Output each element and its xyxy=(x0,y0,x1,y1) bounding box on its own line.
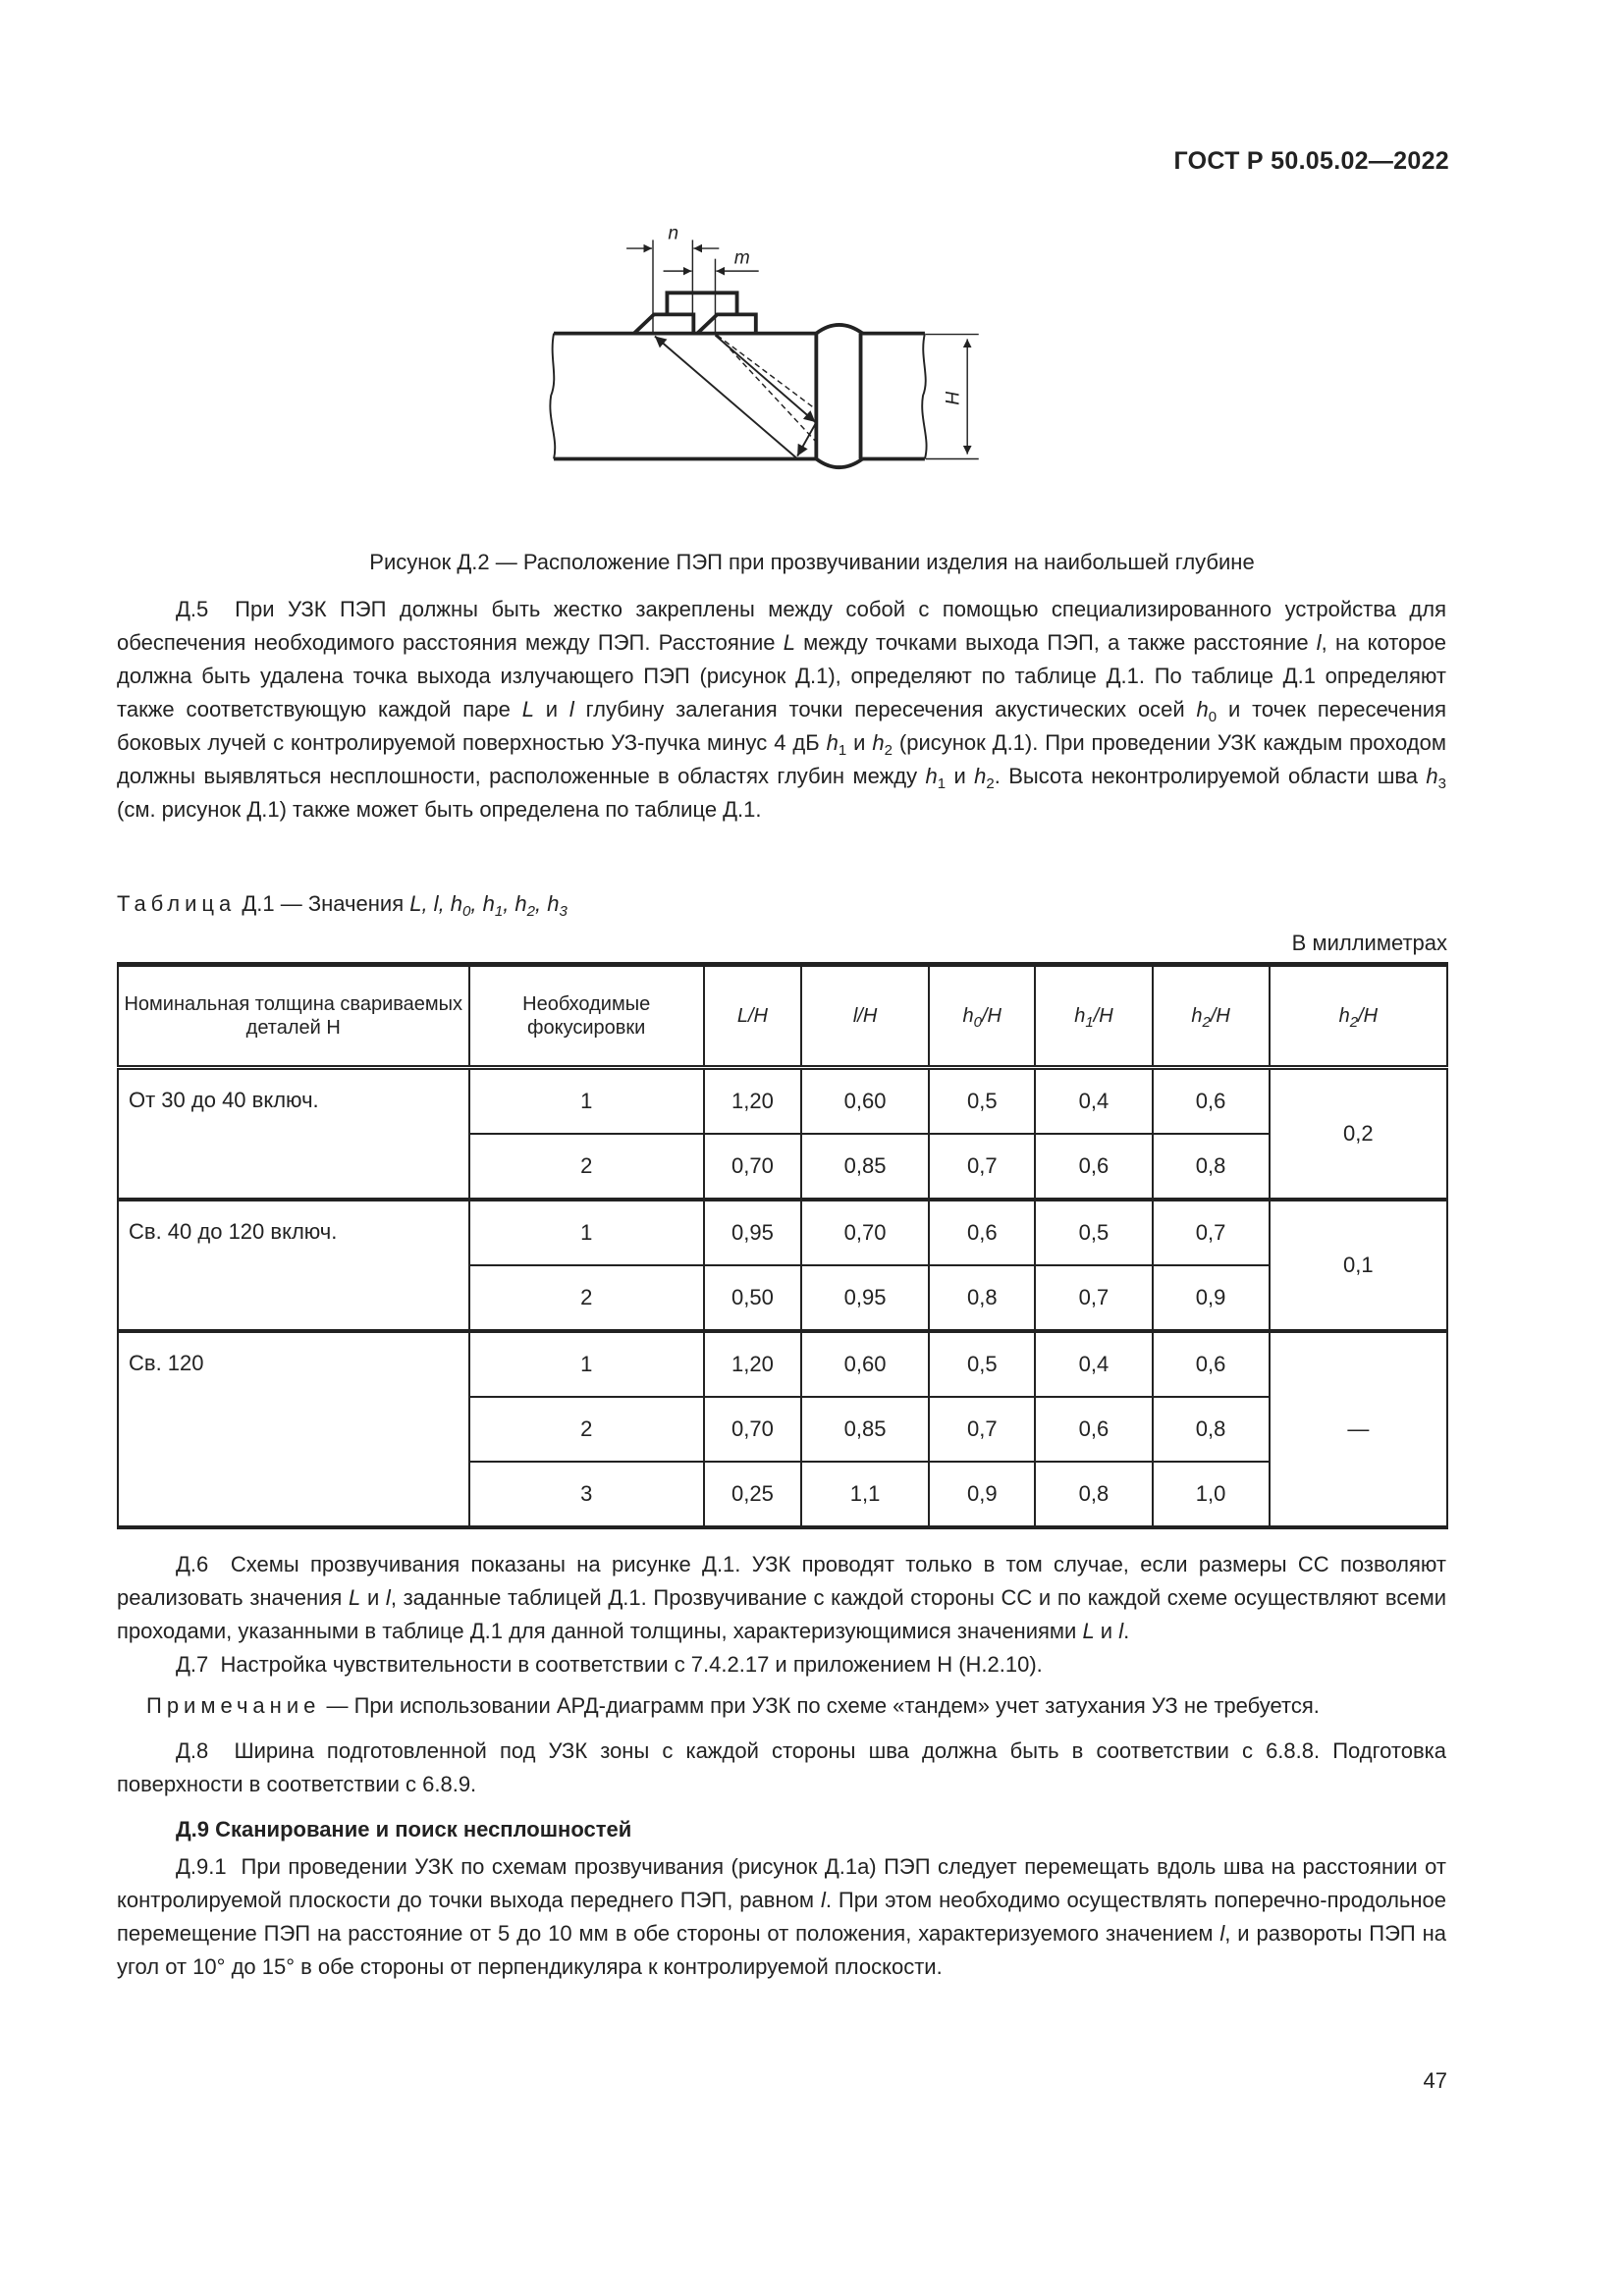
table-row: 2 0,70 0,85 0,7 0,6 0,8 xyxy=(118,1134,1447,1200)
figure-caption: Рисунок Д.2 — Расположение ПЭП при прозвучивании изделия на наибольшей глубине xyxy=(369,550,1255,574)
header-L-H: L/H xyxy=(704,965,801,1068)
svg-text:m: m xyxy=(733,247,750,269)
header-focus: Необходимые фокусировки xyxy=(469,965,704,1068)
table-group-40-120 xyxy=(118,1200,1447,1331)
note: Примечание — При использовании АРД-диаграмм при УЗК по схеме «тандем» учет затухания УЗ не требуется. xyxy=(146,1693,1320,1718)
header-h3-H: $h_2/H$ xyxy=(1270,965,1447,1068)
svg-text:H: H xyxy=(943,391,964,405)
header-h1-H: $h_1/H$ xyxy=(1035,965,1152,1068)
table-row: Св. 120 1 1,20 0,60 0,5 0,4 0,6 — xyxy=(118,1331,1447,1397)
standard-number-header: ГОСТ Р 50.05.02—2022 xyxy=(1173,147,1449,175)
table-title: Таблица Д.1 — Значения L, l, $h_0$, $h_1$, $h_2$, $h_3$ xyxy=(117,891,568,920)
paragraph-d5: Д.5 При УЗК ПЭП должны быть жестко закреплены между собой с помощью специализированного устройства для обеспечения необходимого расстояния между ПЭП. Расстояние L между точками выхода ПЭП, а также расстояние l, на которое должна быть удалена точка выхода излучающего ПЭП (рисунок Д.1), определяют по таблице Д.1. По таблице Д.1 определяют также соответствующую каждой паре L и l глубину залегания точки пересечения акустических осей $h_0$ и точек пересечения боковых лучей с контролируемой поверхностью УЗ-пучка минус 4 дБ $h_1$ и $h_2$ (рисунок Д.1). При проведении УЗК каждым проходом должны выявляться несплошности, расположенные в областях глубин между $h_1$ и $h_2$. Высота неконтролируемой области шва $h_3$ (см. рисунок Д.1) также может быть определена по таблице Д.1. xyxy=(117,597,1446,822)
header-h2-H: $h_2/H$ xyxy=(1153,965,1270,1068)
values-table xyxy=(117,962,1448,1529)
paragraph-d9-1: Д.9.1 При проведении УЗК по схемам прозвучивания (рисунок Д.1а) ПЭП следует перемещать вдоль шва на расстоянии от контролируемой плоскости до точки выхода переднего ПЭП, равном l. При этом необходимо осуществлять поперечно-продольное перемещение ПЭП на расстояние от 5 до 10 мм в обе стороны от положения, характеризуемого значением l, и развороты ПЭП на угол от 10° до 15° в обе стороны от перпендикуляра к контролируемой плоскости. xyxy=(117,1854,1446,1979)
table-group-30-40 xyxy=(118,1068,1447,1201)
table-row: 3 0,25 1,1 0,9 0,8 1,0 xyxy=(118,1462,1447,1527)
figure-transducer-placement xyxy=(530,216,1021,481)
paragraph-d6: Д.6 Схемы прозвучивания показаны на рисунке Д.1. УЗК проводят только в том случае, если размеры СС позволяют реализовать значения L и l, заданные таблицей Д.1. Прозвучивание с каждой стороны СС и по каждой схеме осуществляют всеми проходами, указанными в таблице Д.1 для данной толщины, характеризующимися значениями L и l. xyxy=(117,1552,1446,1643)
table-row: 2 0,50 0,95 0,8 0,7 0,9 xyxy=(118,1265,1447,1331)
table-group-over-120 xyxy=(118,1331,1447,1527)
sections-d6-d9 xyxy=(117,1548,1446,1984)
table-row: Св. 40 до 120 включ. 1 0,95 0,70 0,6 0,5 0,7 0,1 xyxy=(118,1200,1447,1265)
table-row: От 30 до 40 включ. 1 1,20 0,60 0,5 0,4 0,6 0,2 xyxy=(118,1068,1447,1135)
section-heading-d9: Д.9 Сканирование и поиск несплошностей xyxy=(176,1817,632,1842)
header-h0-H: $h_0/H$ xyxy=(929,965,1035,1068)
paragraph-d7: Д.7 Настройка чувствительности в соответствии с 7.4.2.17 и приложением Н (Н.2.10). xyxy=(176,1652,1043,1677)
header-l-H: l/H xyxy=(801,965,929,1068)
table-row: 2 0,70 0,85 0,7 0,6 0,8 xyxy=(118,1397,1447,1462)
svg-text:n: n xyxy=(668,223,679,244)
table-header-row xyxy=(118,965,1447,1068)
note-label: Примечание xyxy=(146,1693,321,1718)
table-units: В миллиметрах xyxy=(1291,931,1447,955)
header-thickness: Номинальная толщина свариваемых деталей Н xyxy=(118,965,469,1068)
page-number: 47 xyxy=(1423,2068,1447,2093)
paragraph-d8: Д.8 Ширина подготовленной под УЗК зоны с каждой стороны шва должна быть в соответствии с 6.8.8. Подготовка поверхности в соответствии с 6.8.9. xyxy=(117,1738,1446,1796)
section-d5 xyxy=(117,593,1446,827)
